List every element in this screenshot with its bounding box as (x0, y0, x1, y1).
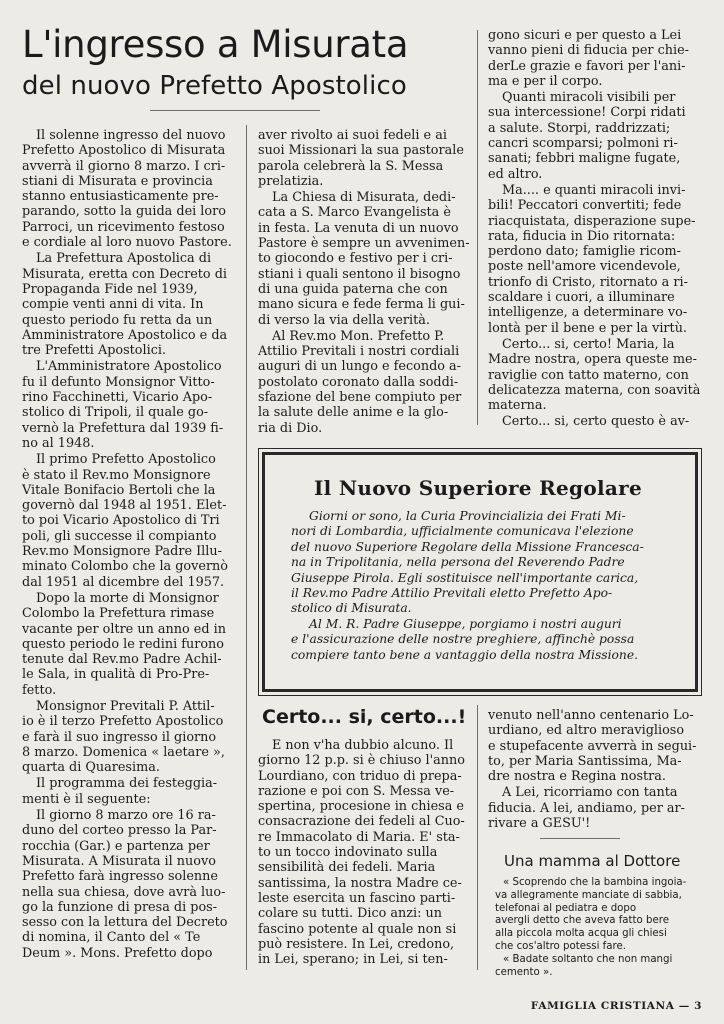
paragraph: Il solenne ingresso del nuovo Prefetto Apostolico di Misurata avverrà il giorno 8 marzo. I cri- stiani di Misurata e provincia stanno entusiasticamente pre- parando, sotto la guida dei loro Parroci, un ricevimento festoso e cordiale al loro nuovo Pastore. (22, 128, 232, 251)
column-divider-left (246, 125, 247, 970)
paragraph: aver rivolto ai suoi fedeli e ai suoi Missionari la sua pastorale parola celebrerà la S. Messa prelatizia. (258, 128, 464, 189)
section-divider (540, 838, 620, 839)
paragraph: Certo... si, certo questo è av- (502, 414, 690, 430)
article-subtitle: del nuovo Prefetto Apostolico (22, 71, 407, 101)
box-title: Il Nuovo Superiore Regolare (314, 476, 642, 500)
page-footer: FAMIGLIA CRISTIANA — 3 (530, 1000, 702, 1012)
paragraph: venuto nell'anno centenario Lo- urdiano, ed altro meraviglioso e stupefacente avverrà in segui- to, per Maria Santissima, Ma- dre nostra e Regina nostra. (488, 708, 697, 785)
paragraph: Il programma dei festeggia- menti è il seguente: (22, 776, 218, 807)
paragraph: Dopo la morte di Monsignor Colombo la Prefettura rimase vacante per oltre un anno ed in questo periodo le redini furono tenute dal Rev.mo Padre Achil- le Sala, in qualità di Pro-Pre- fetto. (22, 590, 226, 698)
paragraph: La Prefettura Apostolica di Misurata, eretta con Decreto di Propaganda Fide nel 1939, compie venti anni di vita. In questo periodo fu retta da un Amministratore Apostolico e da tre Prefetti Apostolici. (22, 251, 228, 359)
paragraph: Certo... si, certo! Maria, la Madre nostra, opera queste me- raviglie con tatto materno, con delicatezza materna, con soavità materna. (488, 336, 701, 414)
box-paragraph: Al M. R. Padre Giuseppe, porgiamo i nostri auguri e l'assicurazione delle nostre preghiere, affinchè possa compiere tanto bene a vantaggio della nostra Missione. (291, 616, 639, 662)
paragraph: Ma.... e quanti miracoli invi- bili! Peccatori convertiti; fede riacquistata, disperazione supe- rata, fiducia in Dio ritornata: perdono dato; famiglie ricom- poste nell'amore vicendevole, trionfo di Cristo, ritornato a ri- scaldare i cuori, a illuminare intelligenze, a determinare vo- lontà per il bene e per la virtù. (488, 182, 696, 336)
paragraph: Quanti miracoli visibili per sua intercessione! Corpi ridati a salute. Storpi, raddrizzati; cancri scomparsi; polmoni ri- sanati; febbri maligne fugate, ed altro. (488, 90, 686, 182)
paragraph: Monsignor Previtali P. Attil- io è il terzo Prefetto Apostolico e farà il suo ingresso il giorno 8 marzo. Domenica « laetare », quarta di Quaresima. (22, 698, 225, 776)
column-divider-top-right (477, 30, 478, 425)
column-2 (258, 128, 470, 437)
certo-column-a (258, 738, 472, 968)
paragraph: L'Amministratore Apostolico fu il defunto Monsignor Vitto- rino Facchinetti, Vicario Apo- stolico di Tripoli, il quale go- vernò la Prefettura dal 1939 fi- no al 1948. (22, 359, 224, 451)
box-paragraph: Giorni or sono, la Curia Provincializia dei Frati Mi- nori di Lombardia, ufficialmente comunicava l'elezione del nuovo Superiore Regolare della Missione Francesca- na in Tripolitania, nella persona del Reverendo Padre Giuseppe Pirola. Egli sostituisce nell'importante carica, il Rev.mo Padre Attilio Previtali eletto Prefetto Apo- stolico di Misurata. (291, 509, 644, 616)
paragraph: Il primo Prefetto Apostolico è stato il Rev.mo Monsignore Vitale Bonifacio Bertoli che la governò dal 1948 al 1951. Elet- to poi Vicario Apostolico di Tri poli, gli successe il compianto Rev.mo Monsignore Padre Illu- minato Colombo che la governò dal 1951 al dicembre del 1957. (22, 452, 229, 590)
title-underline (150, 110, 320, 111)
paragraph: Il giorno 8 marzo ore 16 ra- duno del corteo presso la Par- rocchia (Gar.) e partenza per Misurata. A Misurata il nuovo Prefetto farà ingresso solenne nella sua chiesa, dove avrà luo- go la funzione di presa di pos- sesso con la lettura del Decreto di nomina, il Canto del « Te Deum ». Mons. Prefetto dopo (22, 808, 228, 961)
paragraph: A Lei, ricorriamo con tanta fiducia. A lei, andiamo, per ar- rivare a GESU'! (488, 785, 685, 832)
certo-article-title: Certo... si, certo...! (262, 706, 467, 728)
column-1 (22, 128, 238, 962)
paragraph: gono sicuri e per questo a Lei vanno pieni di fiducia per chie- derLe grazie e favori per l'ani- ma e per il corpo. (488, 28, 690, 89)
announcement-box (262, 452, 698, 692)
paragraph: Al Rev.mo Mon. Prefetto P. Attilio Previtali i nostri cordiali auguri di un lungo e fecondo a- postolato coronato dalla soddi- sfazione del bene compiuto per la salute delle anime e la glo- ria di Dio. (258, 328, 462, 436)
column-divider-bottom-right (477, 705, 478, 970)
article-title: L'ingresso a Misurata (22, 23, 409, 66)
mamma-text (495, 877, 707, 979)
paragraph: « Badate soltanto che non mangi cemento ». (495, 953, 673, 978)
paragraph: « Scoprendo che la bambina ingoia- va allegramente manciate di sabbia, telefonai al pediatra e dopo avergli detto che aveva fatto bere alla piccola molta acqua gli chiesi che cos'altro potessi fare. (495, 877, 687, 952)
column-3 (488, 28, 704, 431)
paragraph: E non v'ha dubbio alcuno. Il giorno 12 p.p. si è chiuso l'anno Lourdiano, con triduo di prepa- razione e poi con S. Messa ve- spertina, procesione in chiesa e consacrazione dei fedeli al Cuo- re Immacolato di Maria. E' sta- to un tocco indovinato sulla sensibilità dei fedeli. Maria santissima, la nostra Madre ce- leste esercita un fascino parti- colare su tutti. Dico anzi: un fascino potente al quale non si può resistere. In Lei, credono, in Lei, sperano; in Lei, si ten- (258, 738, 465, 968)
certo-column-b (488, 708, 704, 832)
mamma-title: Una mamma al Dottore (504, 852, 681, 870)
paragraph: La Chiesa di Misurata, dedi- cata a S. Marco Evangelista è in festa. La venuta di un nuovo Pastore è sempre un avvenimen- to giocondo e festivo per i cri- stiani i quali sentono il bisogno di una guida paterna che con mano sicura e fede ferma li gui- di verso la via della verità. (258, 190, 470, 328)
